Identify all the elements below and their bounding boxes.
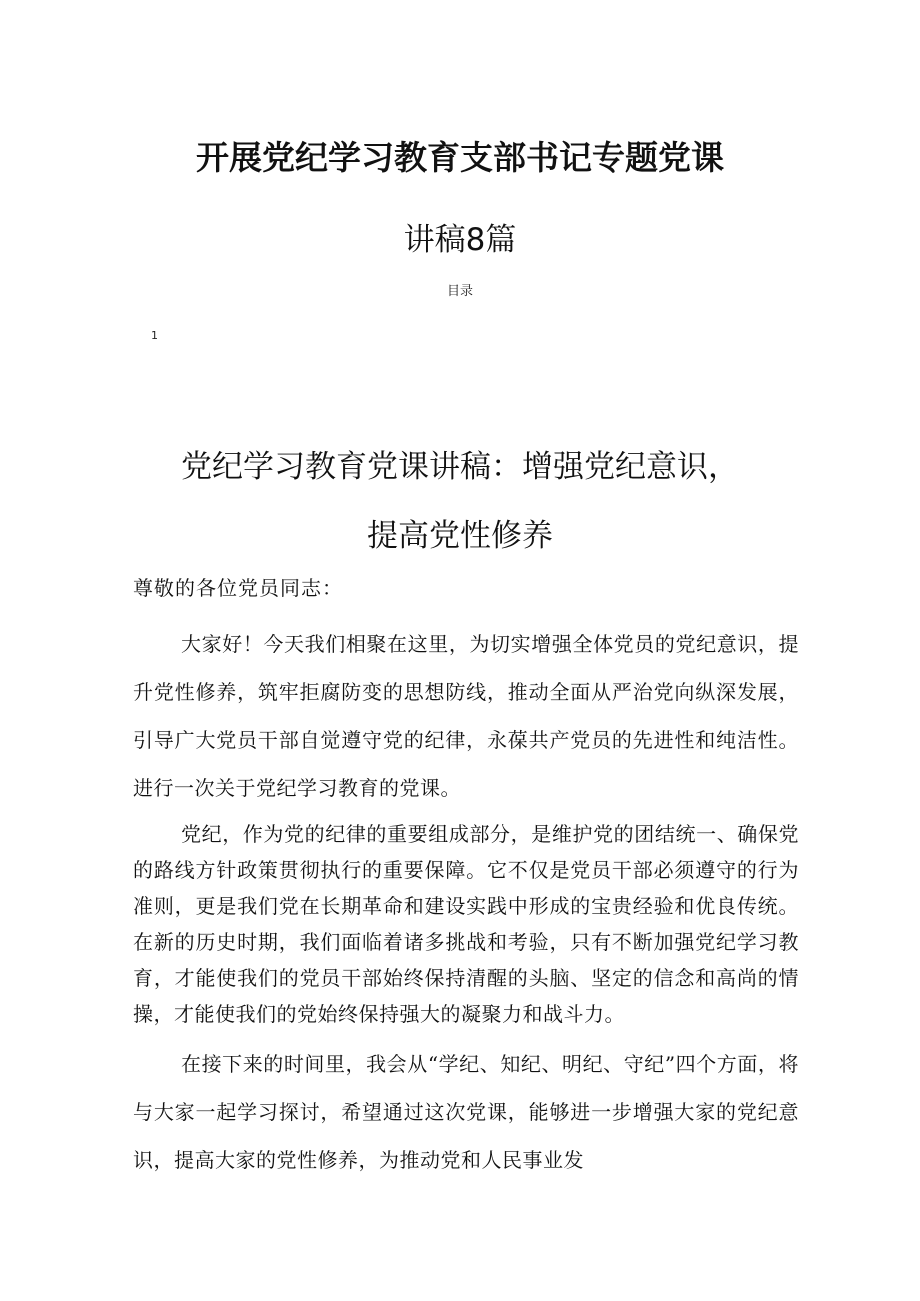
document-title-line-2: 讲稿8篇	[403, 222, 517, 258]
section-title-line-1: 党纪学习教育党课讲稿：增强党纪意识，	[181, 449, 739, 485]
toc-entry-number: 1	[151, 329, 158, 342]
body-paragraph: 大家好！今天我们相聚在这里，为切实增强全体党员的党纪意识，提升党性修养，筑牢拒腐防变的思想防线，推动全面从严治党向纵深发展，引导广大党员干部自觉遵守党的纪律，永葆共产党员的先进性和纯洁性。进行一次关于党纪学习教育的党课。	[133, 632, 799, 800]
document-title-line-1: 开展党纪学习教育支部书记专题党课	[196, 138, 724, 177]
toc-heading: 目录	[446, 284, 473, 299]
salutation: 尊敬的各位党员同志：	[133, 576, 343, 600]
section-title-line-2: 提高党性修养	[367, 518, 553, 554]
body-paragraph: 在接下来的时间里，我会从“学纪、知纪、明纪、守纪”四个方面，将与大家一起学习探讨，希望通过这次党课，能够进一步增强大家的党纪意识，提高大家的党性修养，为推动党和人民事业发	[133, 1052, 799, 1172]
body-paragraph: 党纪，作为党的纪律的重要组成部分，是维护党的团结统一、确保党的路线方针政策贯彻执行的重要保障。它不仅是党员干部必须遵守的行为准则，更是我们党在长期革命和建设实践中形成的宝贵经验和优良传统。在新的历史时期，我们面临着诸多挑战和考验，只有不断加强党纪学习教育，才能使我们的党员干部始终保持清醒的头脑、坚定的信念和高尚的情操，才能使我们的党始终保持强大的凝聚力和战斗力。	[133, 822, 799, 1026]
